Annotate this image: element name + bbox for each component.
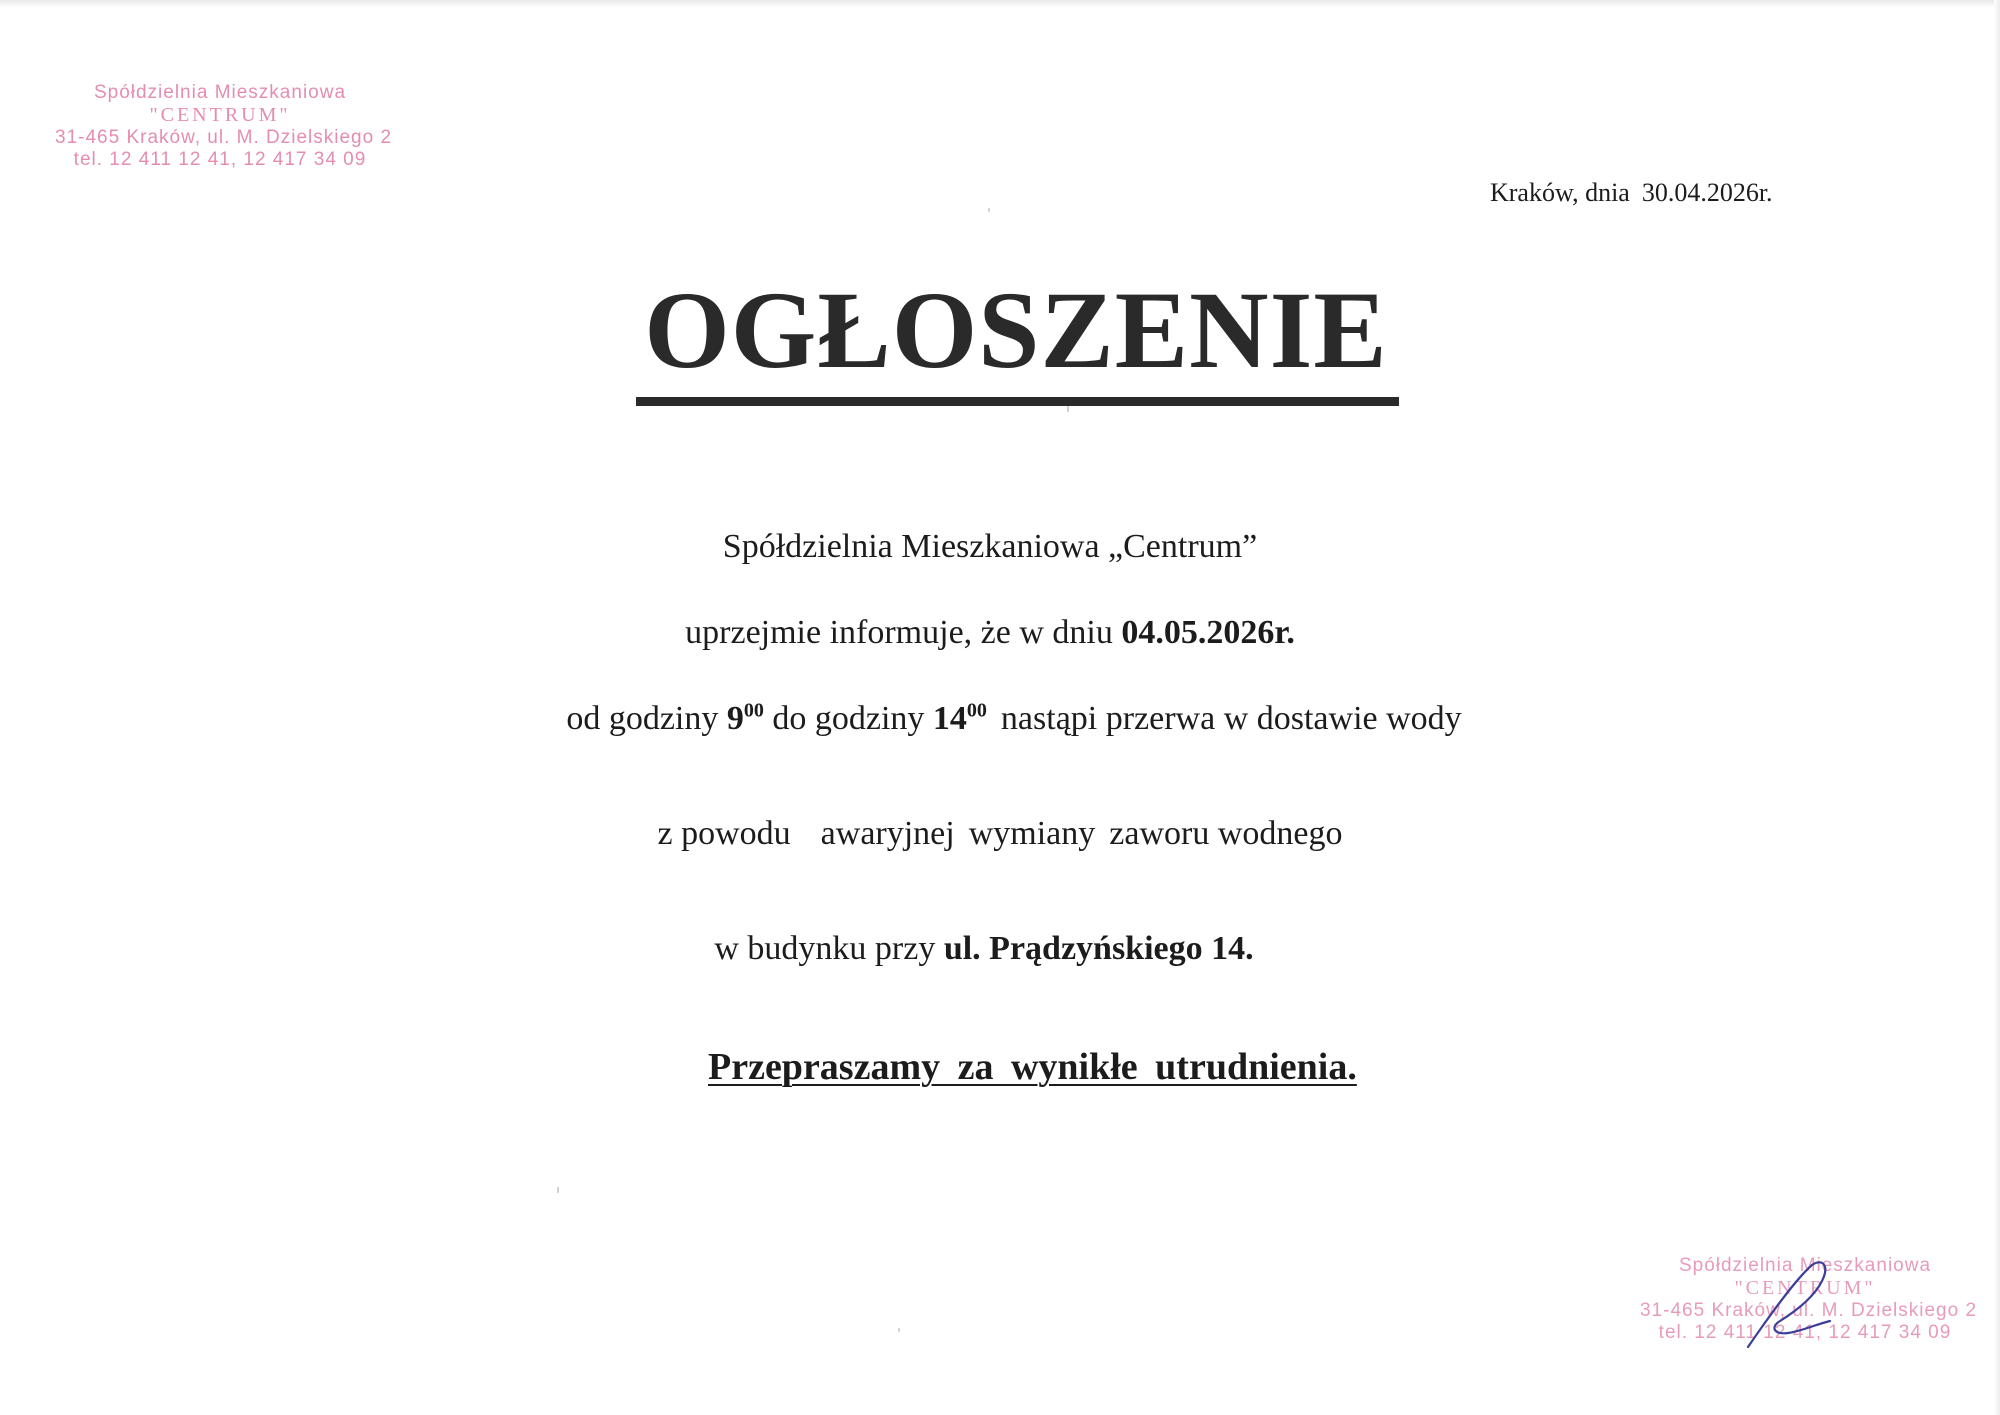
stamp-top-line2: "CENTRUM" — [149, 103, 291, 126]
scan-edge-top — [0, 0, 2000, 8]
body-line-1 — [0, 528, 1990, 566]
body-line-2 — [0, 614, 1990, 652]
stamp-bottom-line4: tel. 12 411 12 41, 12 417 34 09 — [1658, 1321, 1952, 1343]
minute-from: 00 — [743, 699, 764, 722]
minute-to: 00 — [966, 699, 987, 722]
location-text: w budynku przy — [714, 930, 944, 967]
stamp-top-line3: 31-465 Kraków, ul. M. Dzielskiego 2 — [55, 126, 393, 148]
stamp-bottom-line2: "CENTRUM" — [1734, 1276, 1876, 1299]
stamp-top-line1: Spółdzielnia Mieszkaniowa — [93, 82, 347, 103]
reason-prefix: z powodu — [657, 815, 791, 852]
reason-word-2: wymiany — [968, 815, 1096, 852]
stamp-bottom-line3: 31-465 Kraków, ul. M. Dzielskiego 2 — [1640, 1299, 1978, 1321]
building-address: ul. Prądzyńskiego 14. — [943, 930, 1254, 967]
stamp-top-line4: tel. 12 411 12 41, 12 417 34 09 — [73, 148, 367, 170]
outage-date: 04.05.2026r. — [1121, 614, 1295, 651]
inform-text: uprzejmie informuje, że w dniu — [685, 614, 1122, 651]
reason-word-3: zaworu wodnego — [1109, 815, 1343, 852]
scan-speck — [988, 208, 990, 212]
date-prefix: Kraków, dnia — [1490, 178, 1630, 207]
date-value: 30.04.2026r. — [1641, 178, 1773, 207]
signature-mark — [1740, 1255, 1840, 1355]
scan-speck — [557, 1187, 559, 1193]
outage-text: nastąpi przerwa w dostawie wody — [1000, 700, 1462, 737]
time-from-label: od godziny — [566, 700, 727, 737]
scan-speck — [1067, 406, 1069, 412]
reason-word-1: awaryjnej — [820, 815, 955, 852]
body-line-3 — [14, 700, 2000, 738]
apology-text: Przepraszamy za wynikłe utrudnienia. — [708, 1046, 1357, 1088]
stamp-bottom-line1: Spółdzielnia Mieszkaniowa — [1678, 1255, 1932, 1276]
scan-speck — [898, 1328, 900, 1332]
time-to-label: do godziny — [763, 700, 933, 737]
body-line-5 — [0, 930, 1984, 968]
date-line — [1490, 178, 1773, 208]
hour-to: 14 — [932, 700, 967, 737]
title-underline — [636, 397, 1399, 406]
cooperative-name: Spółdzielnia Mieszkaniowa „Centrum” — [722, 528, 1258, 565]
page-title: OGŁOSZENIE — [644, 269, 1388, 391]
stamp-top — [55, 82, 393, 171]
body-line-4 — [0, 815, 2000, 853]
hour-from: 9 — [726, 700, 744, 737]
